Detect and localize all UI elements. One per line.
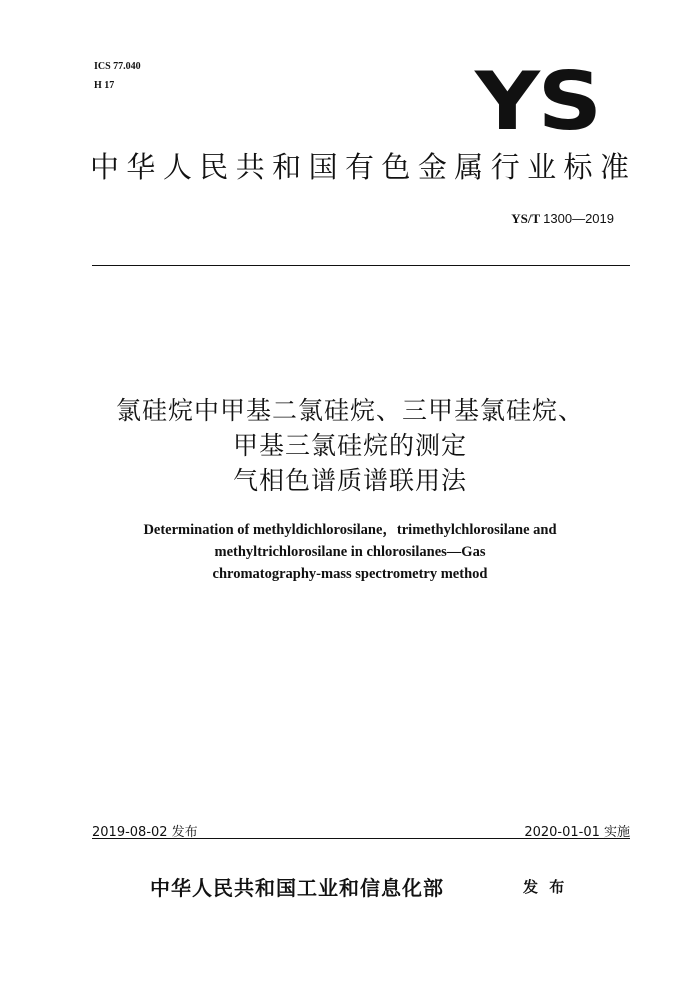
ccs-code: H 17	[94, 80, 115, 91]
standard-type-heading: 中华人民共和国有色金属行业标准	[90, 150, 630, 184]
standard-number-value: 1300—2019	[543, 211, 614, 226]
standard-number-prefix: YS/T	[511, 211, 544, 226]
english-title-line-3: chromatography-mass spectrometry method	[212, 566, 488, 582]
implementation-date: 2020-01-01 实施	[524, 825, 630, 840]
issuing-authority: 中华人民共和国工业和信息化部	[150, 876, 444, 900]
chinese-title-line-2: 甲基三氯硅烷的测定	[232, 431, 467, 460]
issue-label: 发 布	[523, 878, 568, 896]
chinese-title-line-3: 气相色谱质谱联用法	[232, 466, 467, 495]
english-title-line-2: methyltrichlorosilane in chlorosilanes—Gas	[214, 544, 486, 560]
standard-number	[511, 211, 614, 227]
ics-code: ICS 77.040	[94, 61, 141, 72]
ys-logo: YS	[475, 55, 600, 148]
top-divider	[92, 265, 630, 266]
bottom-divider	[92, 838, 630, 839]
chinese-title-line-1: 氯硅烷中甲基二氯硅烷、三甲基氯硅烷、	[115, 396, 584, 425]
issue-date: 2019-08-02 发布	[92, 825, 198, 840]
english-title-line-1: Determination of methyldichlorosilane，trimethylchlorosilane and	[143, 522, 557, 538]
